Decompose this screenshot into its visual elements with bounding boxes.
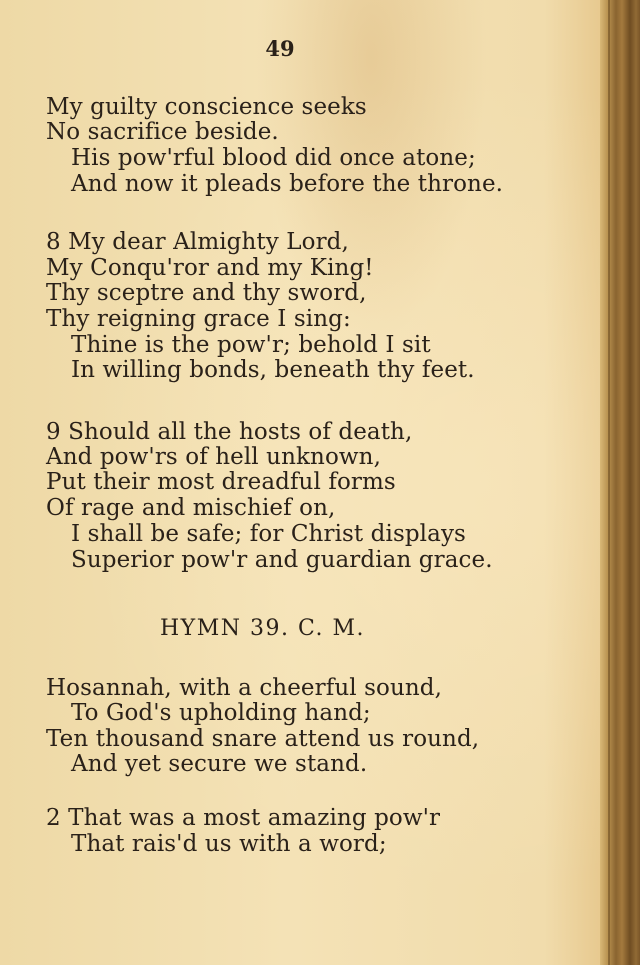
verse-line: No sacrifice beside. (46, 119, 279, 145)
verse-line: Superior pow'r and guardian grace. (71, 547, 493, 573)
verse-line: I shall be safe; for Christ displays (71, 521, 466, 547)
verse-line: Thy sceptre and thy sword, (46, 280, 367, 306)
verse-line: Hosannah, with a cheerful sound, (46, 675, 443, 701)
verse-line: His pow'rful blood did once atone; (71, 145, 476, 171)
verse-line: And now it pleads before the throne. (71, 171, 504, 197)
page-number: 49 (265, 36, 295, 61)
verse-line: My Conqu'ror and my King! (46, 255, 374, 281)
verse-line: Of rage and mischief on, (46, 495, 336, 521)
verse-line: And pow'rs of hell unknown, (46, 444, 381, 470)
verse-line: 9 Should all the hosts of death, (46, 419, 413, 445)
verse-line: That rais'd us with a word; (71, 831, 387, 857)
verse-line: My guilty conscience seeks (46, 94, 367, 120)
verse-line: 2 That was a most amazing pow'r (46, 805, 441, 831)
hymn-heading: HYMN 39. C. M. (160, 616, 366, 641)
verse-line: Thy reigning grace I sing: (46, 306, 351, 332)
verse-line: Thine is the pow'r; behold I sit (71, 332, 431, 358)
verse-line: To God's upholding hand; (71, 700, 371, 726)
verse-line: Ten thousand snare attend us round, (46, 726, 480, 752)
verse-line: Put their most dreadful forms (46, 469, 396, 495)
verse-line: And yet secure we stand. (71, 751, 368, 777)
verse-line: 8 My dear Almighty Lord, (46, 229, 349, 255)
verse-line: In willing bonds, beneath thy feet. (71, 357, 475, 383)
book-spine (600, 0, 640, 965)
